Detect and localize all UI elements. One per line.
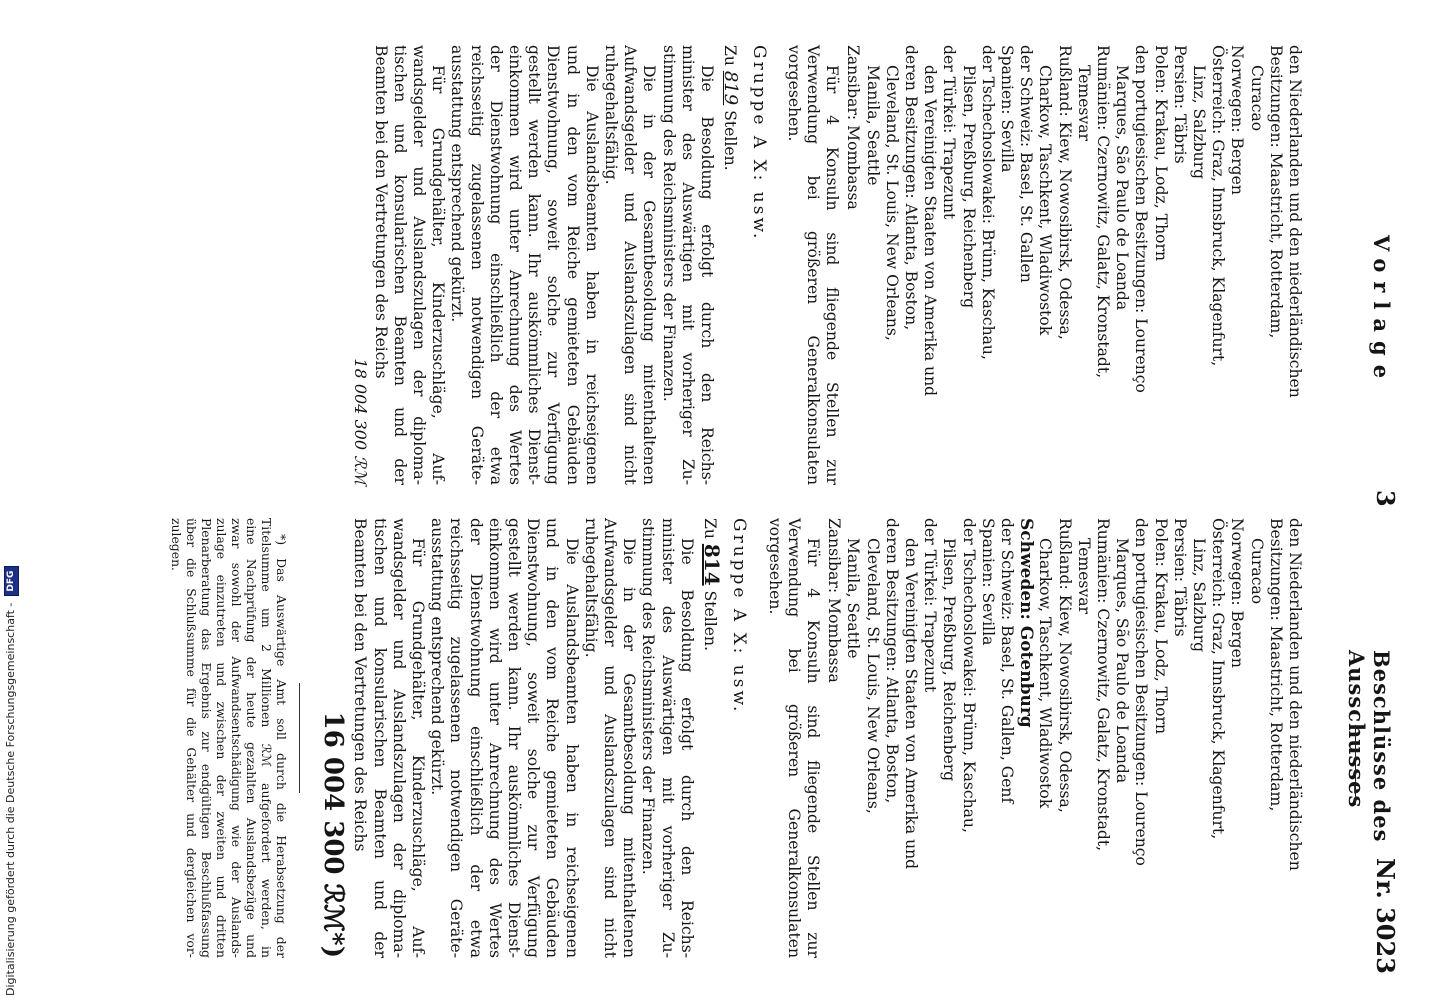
footnote-line: über die Schlußsumme für die Gehälter und dergleichen vor-: [184, 518, 200, 958]
credit-text: Digitalisierung gefördert durch die Deutsche Forschungsgemeinschaft -: [4, 602, 17, 996]
location-line: Besitzungen: Maastricht, Rotterdam,: [1266, 518, 1285, 812]
location-line: der Schweiz: Basel, St. Gallen: [1017, 45, 1036, 283]
body-paragraph: [638, 518, 696, 958]
body-line: gestellt werden kann. Ihr auskömmliches Dienst-: [505, 518, 524, 958]
body-line: stimmung des Reichsministers der Finanzen.: [639, 518, 658, 875]
footnote-line: zwar sowohl der Aufwandsentschädigung wie der Auslands-: [229, 518, 245, 958]
body-line: Für Grundgehälter, Kinderzuschläge, Auf-: [409, 538, 428, 958]
location-line: Manila, Seattle: [844, 538, 863, 659]
left-column-title: Vorlage: [1369, 235, 1394, 388]
location-line: Zansibar: Mombassa: [825, 518, 844, 683]
body-line: gestellt werden kann. Ihr auskömmliches Dienst-: [525, 45, 544, 485]
document-number: Nr. 3023: [1371, 858, 1400, 974]
body-line: stimmung des Reichsministers der Finanzen.: [659, 45, 678, 402]
left-column: [351, 45, 1304, 485]
stellen-prefix: Zu: [721, 45, 740, 66]
location-line: Spanien: Sevilla: [997, 45, 1016, 173]
location-line: Cleveland, St. Louis, New Orleans,: [882, 65, 901, 341]
location-line: Pilsen, Preßburg, Reichenberg: [940, 538, 959, 782]
location-line: den Niederlanden und den niederländischen: [1286, 45, 1304, 398]
location-line: den portugiesischen Besitzungen: Lourenço: [1132, 518, 1151, 866]
footnote-line: zulage einzutreten und zwischen der zweiten und dritten: [214, 518, 230, 958]
location-line: Pilsen, Preßburg, Reichenberg: [959, 65, 978, 309]
page-number: 3: [1371, 490, 1400, 507]
body-paragraphs: [370, 45, 716, 485]
location-line: den Vereinigten Staaten von Amerika und: [921, 65, 940, 397]
body-paragraph: [447, 45, 601, 485]
locations-list: [824, 518, 1304, 958]
footnote: [169, 518, 289, 958]
body-line: ausstattung entsprechend gekürzt.: [448, 45, 467, 323]
body-line: Die in der Gesamtbesoldung mitenthaltenen: [640, 65, 659, 485]
location-line: Besitzungen: Maastricht, Rotterdam,: [1266, 45, 1285, 339]
location-line: Linz, Salzburg: [1189, 65, 1208, 180]
location-line: Curacao: [1247, 65, 1266, 132]
body-line: Aufwandsgelder und Auslandszulagen sind nicht: [621, 45, 640, 485]
body-line: Die Auslandsbeamten haben in reichseigenen: [562, 538, 581, 958]
location-line: Österreich: Graz, Innsbruck, Klagenfurt,: [1209, 45, 1228, 367]
header-rule: [1355, 725, 1356, 805]
location-line: den Niederlanden und den niederländischen: [1286, 518, 1304, 871]
stellen-suffix: Stellen.: [721, 110, 740, 171]
body-line: und in den vom Reiche gemieteten Gebäuden: [563, 45, 582, 485]
location-line: Temesvar: [1074, 538, 1093, 614]
body-line: reichsseitig zugelassenen notwendigen Geräte-: [447, 518, 466, 958]
konsul-line: vorgesehen.: [784, 45, 803, 142]
konsul-line: Für 4 Konsuln sind fliegende Stellen zur: [803, 538, 822, 958]
location-line: Österreich: Graz, Innsbruck, Klagenfurt,: [1209, 518, 1228, 840]
body-line: und in den vom Reiche gemieteten Gebäuden: [543, 518, 562, 958]
location-line: Rußland: Kiew, Nowosibirsk, Odessa,: [1055, 45, 1074, 340]
location-line: Charkow, Taschkent, Wladiwostok: [1036, 65, 1055, 336]
stellen-line: [700, 518, 725, 958]
footnote-line: *) Das Auswärtige Amt soll durch die Herabsetzung der: [274, 534, 290, 958]
location-line: Rumänien: Czernowitz, Galatz, Kronstadt,: [1093, 45, 1112, 379]
konsul-line: Für 4 Konsuln sind fliegende Stellen zur: [823, 65, 842, 485]
location-line: Polen: Krakau, Lodz, Thorn: [1151, 518, 1170, 735]
body-line: Die Auslandsbeamten haben in reichseigenen: [582, 65, 601, 485]
body-line: der Dienstwohnung einschließlich der etwa: [466, 518, 485, 958]
location-line: Spanien: Sevilla: [978, 518, 997, 646]
body-line: Dienstwohnung, soweit solche zur Verfügung: [524, 518, 543, 958]
stellen-suffix: Stellen.: [701, 590, 720, 651]
total-amount: 16 004 300 ℛℳ*): [318, 711, 349, 958]
body-line: minister des Auswärtigen mit vorheriger Zu-: [658, 518, 677, 958]
body-paragraph: [350, 518, 427, 958]
konsul-line: Verwendung bei größeren Generalkonsulaten: [803, 45, 822, 485]
stellen-number: 819: [720, 70, 742, 106]
body-line: einkommen wird unter Anrechnung des Wertes: [485, 518, 504, 958]
body-paragraph: [601, 45, 659, 485]
location-line: Schweden: Gotenburg: [1016, 518, 1037, 728]
body-line: ausstattung entsprechend gekürzt.: [428, 518, 447, 796]
location-line: der Türkei: Trapezunt: [921, 518, 940, 693]
location-line: deren Besitzungen: Atlanta, Boston,: [901, 45, 920, 331]
location-line: der Tschechoslowakei: Brünn, Kaschau,: [978, 45, 997, 360]
location-line: Marques, São Paulo de Loanda: [1113, 65, 1132, 311]
total-amount: 18 004 300 ℛℳ: [351, 358, 371, 485]
location-line: Marques, São Paulo de Loanda: [1113, 538, 1132, 784]
location-line: den Vereinigten Staaten von Amerika und: [901, 538, 920, 870]
body-paragraph: [659, 45, 717, 485]
body-line: tischen und konsularischen Beamten und der: [370, 518, 389, 958]
body-paragraphs: [350, 518, 696, 958]
footnote-line: Titelsumme um 2 Millionen ℛℳ aufgefordert werden, in: [259, 518, 275, 958]
body-line: einkommen wird unter Anrechnung des Wertes: [506, 45, 525, 485]
location-line: Cleveland, St. Louis, New Orleans,: [863, 538, 882, 814]
gruppe-heading: Gruppe A X: usw.: [729, 518, 750, 715]
body-line: wandsgelder und Auslandszulagen der diploma-: [389, 518, 408, 958]
locations-list: [843, 45, 1304, 485]
footnote-rule: [299, 683, 300, 793]
konsul-line: vorgesehen.: [765, 518, 784, 615]
body-line: Dienstwohnung, soweit solche zur Verfügung: [544, 45, 563, 485]
footnote-line: Plenarberatung das Ergebnis zur endgültigen Beschlußfassung: [199, 518, 215, 958]
body-line: Aufwandsgelder und Auslandszulagen sind nicht: [601, 518, 620, 958]
body-line: reichsseitig zugelassenen notwendigen Geräte-: [467, 45, 486, 485]
location-line: Curacao: [1247, 538, 1266, 605]
right-column-title: Beschlüsse des Ausschusses: [1344, 650, 1394, 843]
dfg-logo: DFG: [4, 566, 19, 596]
body-paragraph: [370, 45, 447, 485]
location-line: Rußland: Kiew, Nowosibirsk, Odessa,: [1055, 518, 1074, 813]
stellen-prefix: Zu: [701, 518, 720, 539]
location-line: Polen: Krakau, Lodz, Thorn: [1151, 45, 1170, 262]
stellen-number: 814: [700, 543, 725, 586]
location-line: Manila, Seattle: [863, 65, 882, 186]
body-line: Für Grundgehälter, Kinderzuschläge, Auf-: [429, 65, 448, 485]
right-column: [169, 518, 1304, 958]
body-line: ruhegehaltsfähig.: [602, 45, 621, 185]
location-line: Rumänien: Czernowitz, Galatz, Kronstadt,: [1093, 518, 1112, 852]
location-line: Charkow, Taschkent, Wladiwostok: [1036, 538, 1055, 809]
body-line: Die in der Gesamtbesoldung mitenthaltenen: [620, 538, 639, 958]
location-line: Norwegen: Bergen: [1228, 518, 1247, 668]
body-line: wandsgelder und Auslandszulagen der diploma-: [410, 45, 429, 485]
location-line: Zansibar: Mombassa: [844, 45, 863, 210]
body-line: Die Besoldung erfolgt durch den Reichs-: [698, 65, 717, 485]
digitization-credit: [2, 570, 20, 996]
location-line: der Schweiz: Basel, St. Gallen, Genf: [997, 518, 1016, 804]
body-line: ruhegehaltsfähig.: [581, 518, 600, 658]
body-paragraph: [427, 518, 581, 958]
footnote-line: zulegen.: [169, 518, 185, 571]
konsul-line: Verwendung bei größeren Generalkonsulaten: [784, 518, 803, 958]
konsul-paragraph: [764, 518, 822, 958]
footnote-line: eine Nachprüfung der heute gezahlten Auslandsbezüge und: [244, 518, 260, 958]
gruppe-heading: Gruppe A X: usw.: [748, 45, 769, 242]
body-line: Beamten bei den Vertretungen des Reichs: [371, 45, 390, 379]
location-line: Linz, Salzburg: [1189, 538, 1208, 653]
location-line: den portugiesischen Besitzungen: Lourenço: [1132, 45, 1151, 393]
location-line: Norwegen: Bergen: [1228, 45, 1247, 195]
location-line: Persien: Täbris: [1170, 45, 1189, 164]
location-line: Persien: Täbris: [1170, 518, 1189, 637]
location-line: deren Besitzungen: Atlanta, Boston,: [882, 518, 901, 804]
location-line: der Türkei: Trapezunt: [940, 45, 959, 220]
body-line: Die Besoldung erfolgt durch den Reichs-: [677, 538, 696, 958]
konsul-paragraph: [784, 45, 842, 485]
location-line: der Tschechoslowakei: Brünn, Kaschau,: [959, 518, 978, 833]
location-line: Temesvar: [1074, 65, 1093, 141]
body-line: minister des Auswärtigen mit vorheriger Zu-: [678, 45, 697, 485]
body-line: der Dienstwohnung einschließlich der etwa: [486, 45, 505, 485]
body-line: tischen und konsularischen Beamten und der: [390, 45, 409, 485]
stellen-line: [720, 45, 740, 485]
body-paragraph: [581, 518, 639, 958]
body-line: Beamten bei den Vertretungen des Reichs: [351, 518, 370, 852]
